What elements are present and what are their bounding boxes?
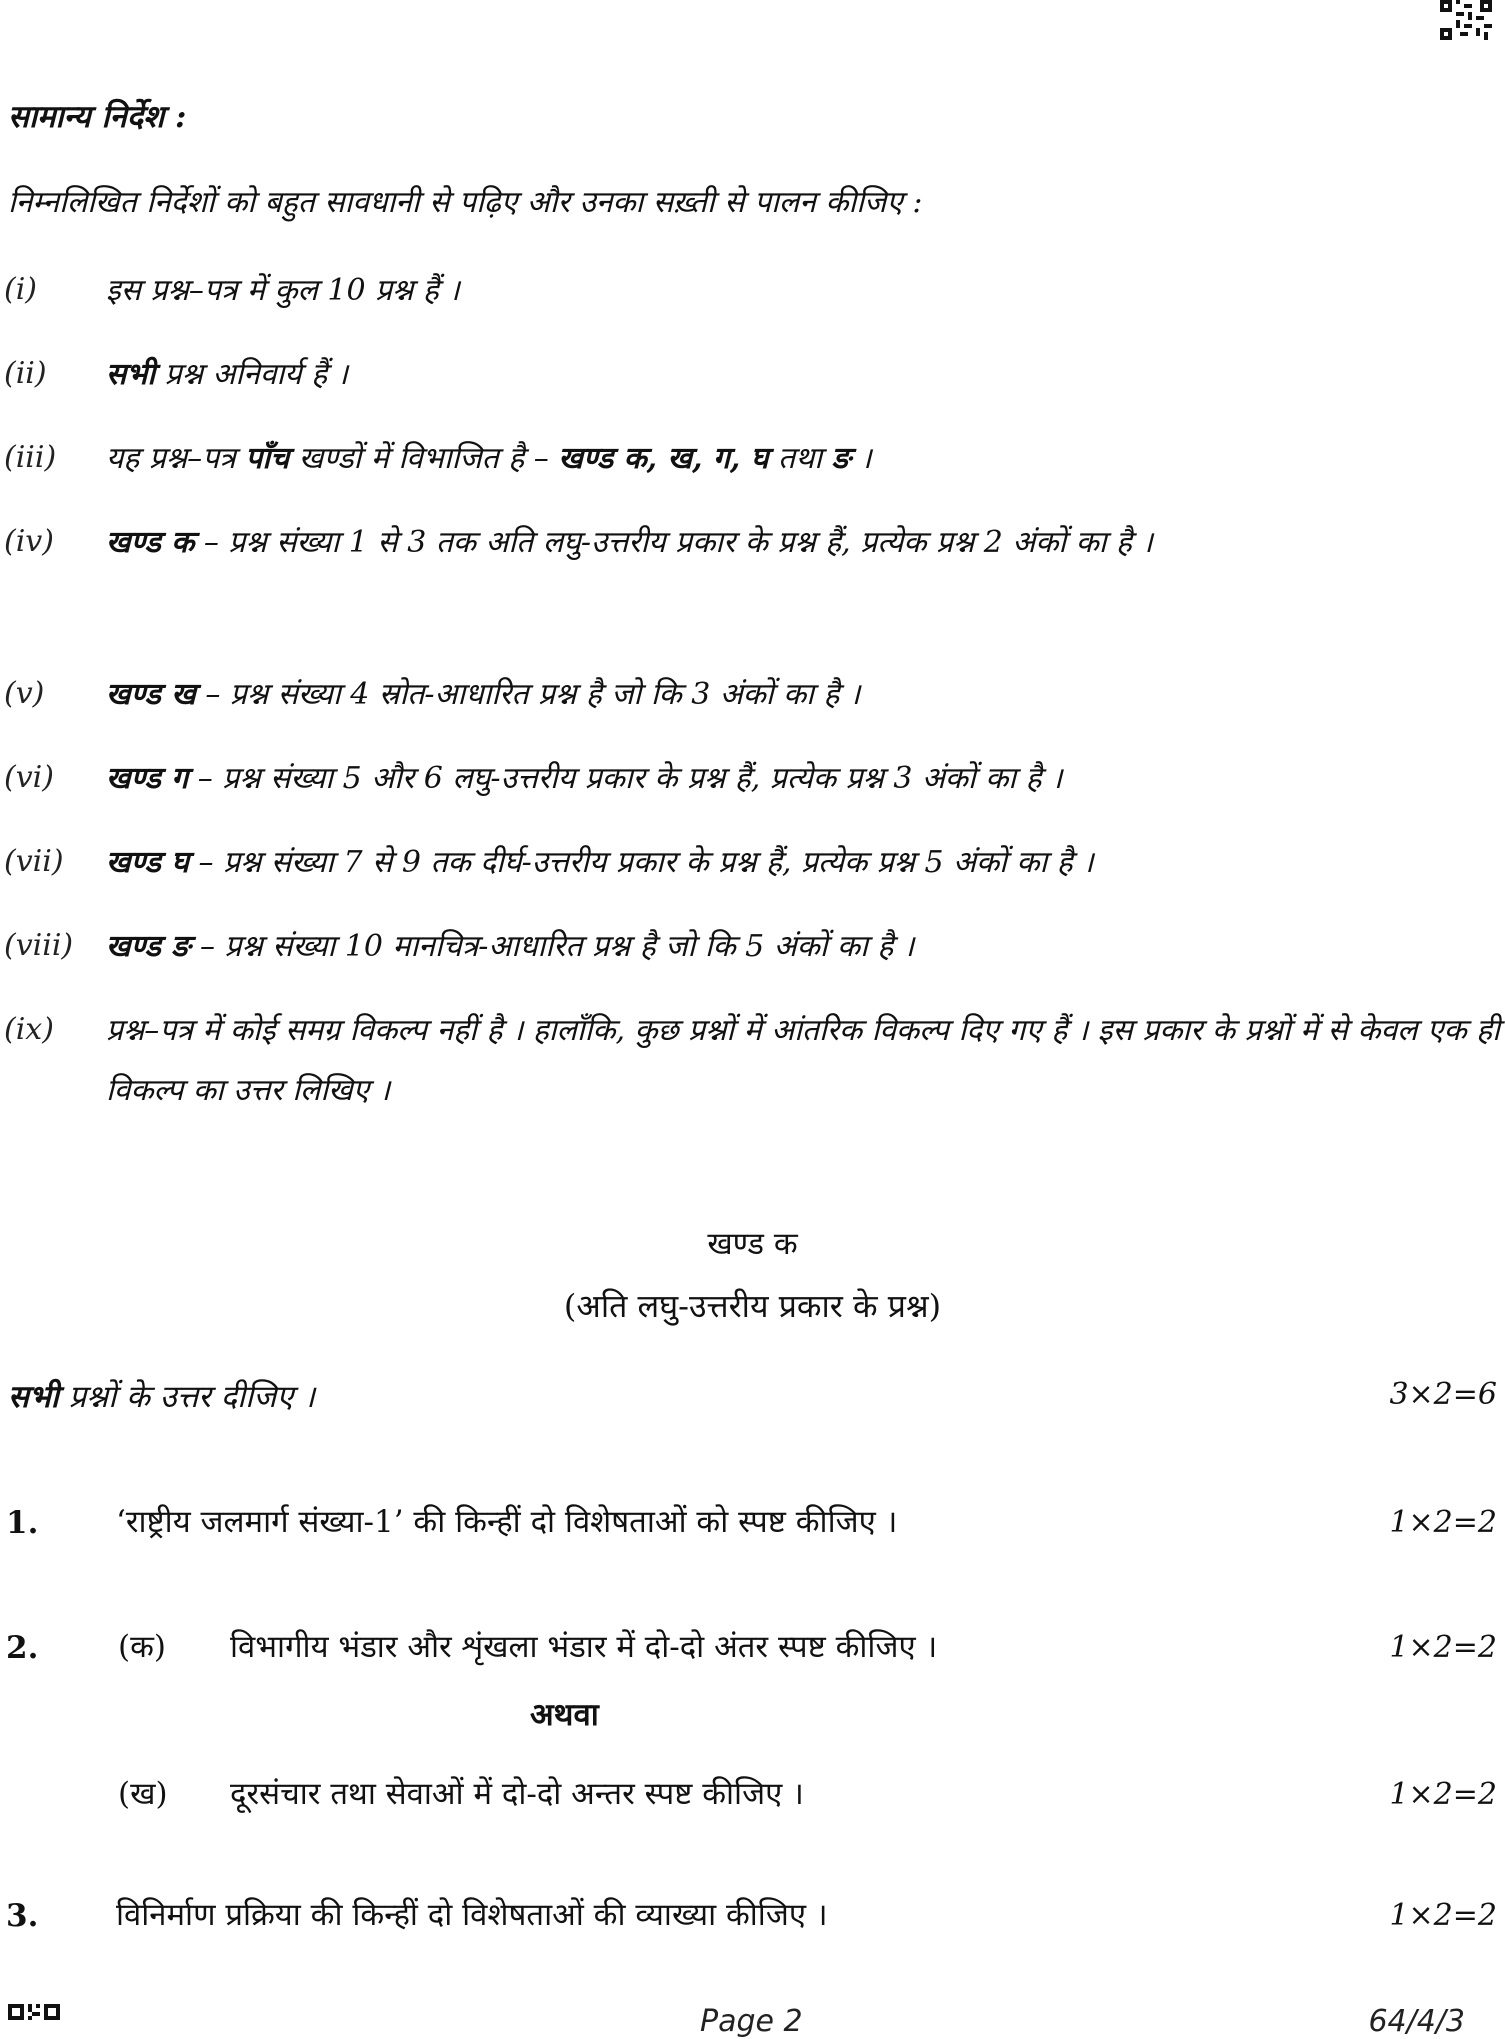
instruction-bold-text: खण्ड ख xyxy=(106,677,196,712)
question-text: विनिर्माण प्रक्रिया की किन्हीं दो विशेषताओं की व्याख्या कीजिए । xyxy=(116,1897,828,1933)
instruction-text-part: – प्रश्न संख्या 1 से 3 तक अति लघु-उत्तरीय प्रकार के प्रश्न हैं, प्रत्येक प्रश्न 2 अंकों का है । xyxy=(194,525,1153,560)
instruction-bold-text: खण्ड घ xyxy=(106,845,190,880)
question-number: 1. xyxy=(6,1505,39,1541)
instruction-text-part: – प्रश्न संख्या 5 और 6 लघु-उत्तरीय प्रकार के प्रश्न हैं, प्रत्येक प्रश्न 3 अंकों का है । xyxy=(188,761,1063,796)
question-number: 3. xyxy=(6,1898,39,1934)
section-title: खण्ड क xyxy=(707,1226,798,1262)
answer-all-rest: प्रश्नों के उत्तर दीजिए । xyxy=(58,1379,315,1415)
option-text: दूरसंचार तथा सेवाओं में दो-दो अन्तर स्पष्ट कीजिए । xyxy=(230,1776,804,1812)
instruction-number: (vi) xyxy=(4,760,54,795)
instruction-number: (v) xyxy=(4,676,45,711)
qr-code-icon xyxy=(8,2004,68,2028)
or-label: अथवा xyxy=(530,1697,599,1733)
question-text: ‘राष्ट्रीय जलमार्ग संख्या-1’ की किन्हीं दो विशेषताओं को स्पष्ट कीजिए । xyxy=(116,1504,898,1540)
instruction-text-part: प्रश्न अनिवार्य हैं । xyxy=(155,357,349,392)
instruction-bold-text: खण्ड ग xyxy=(106,761,189,796)
instruction-text xyxy=(106,513,1501,573)
instruction-text-part: यह प्रश्न–पत्र xyxy=(106,441,246,476)
section-subtitle: (अति लघु-उत्तरीय प्रकार के प्रश्न) xyxy=(563,1287,942,1325)
instruction-text xyxy=(106,261,1501,321)
instruction-number: (ix) xyxy=(4,1012,54,1047)
instruction-text xyxy=(106,917,1501,977)
instruction-text xyxy=(106,345,1501,405)
instruction-number: (iii) xyxy=(4,440,57,475)
instruction-number: (ii) xyxy=(4,356,47,391)
instruction-text-part: – प्रश्न संख्या 4 स्रोत-आधारित प्रश्न है जो कि 3 अंकों का है । xyxy=(195,677,861,712)
answer-all-instruction xyxy=(8,1375,315,1417)
instruction-text xyxy=(106,429,1501,489)
all-label: सभी xyxy=(8,1379,59,1415)
instruction-text-part: इस प्रश्न–पत्र में कुल 10 प्रश्न हैं । xyxy=(106,273,460,308)
instruction-number: (iv) xyxy=(4,524,54,559)
instruction-text xyxy=(106,833,1501,893)
instruction-bold-text: खण्ड क, ख, ग, घ xyxy=(558,441,769,476)
qr-code-icon xyxy=(1440,0,1492,40)
instruction-number: (vii) xyxy=(4,844,64,879)
option-label: (ख) xyxy=(118,1776,168,1812)
page-number: Page 2 xyxy=(700,2004,803,2039)
instruction-text-part: – प्रश्न संख्या 10 मानचित्र-आधारित प्रश्न है जो कि 5 अंकों का है । xyxy=(190,929,915,964)
general-instructions-heading: सामान्य निर्देश : xyxy=(8,99,187,135)
instruction-text xyxy=(106,749,1501,809)
question-marks: 1×2=2 xyxy=(1389,1505,1497,1540)
option-marks: 1×2=2 xyxy=(1389,1630,1497,1665)
paper-code: 64/4/3 xyxy=(1368,2004,1465,2039)
instruction-text-part: तथा xyxy=(768,441,832,476)
instruction-number: (i) xyxy=(4,272,38,307)
instruction-bold-text: सभी xyxy=(106,357,156,392)
instruction-text-part: खण्डों में विभाजित है – xyxy=(289,441,559,476)
instruction-number: (viii) xyxy=(4,928,74,963)
instruction-text-part: प्रश्न–पत्र में कोई समग्र विकल्प नहीं है । हालाँकि, कुछ प्रश्नों में आंतरिक विकल्प दिए गए हैं । इस प्रकार के प्रश्नों में से केवल एक ही विकल्प का उत्तर लिखिए । xyxy=(106,1013,1500,1108)
question-number: 2. xyxy=(6,1630,39,1666)
instruction-text-part: । xyxy=(850,441,872,476)
instruction-bold-text: खण्ड ङ xyxy=(106,929,191,964)
instruction-text xyxy=(106,665,1501,725)
question-marks: 1×2=2 xyxy=(1389,1898,1497,1933)
instruction-text xyxy=(106,1001,1501,1121)
instruction-bold-text: खण्ड क xyxy=(106,525,195,560)
instructions-intro: निम्नलिखित निर्देशों को बहुत सावधानी से पढ़िए और उनका सख़्ती से पालन कीजिए : xyxy=(8,185,923,220)
instruction-bold-text: ङ xyxy=(831,441,851,476)
instruction-text-part: – प्रश्न संख्या 7 से 9 तक दीर्घ-उत्तरीय प्रकार के प्रश्न हैं, प्रत्येक प्रश्न 5 अंकों का है । xyxy=(189,845,1094,880)
option-label: (क) xyxy=(118,1629,166,1665)
option-text: विभागीय भंडार और शृंखला भंडार में दो-दो अंतर स्पष्ट कीजिए । xyxy=(230,1629,938,1665)
option-marks: 1×2=2 xyxy=(1389,1777,1497,1812)
instruction-bold-text: पाँच xyxy=(245,441,290,476)
section-total-marks: 3×2=6 xyxy=(1389,1377,1497,1412)
